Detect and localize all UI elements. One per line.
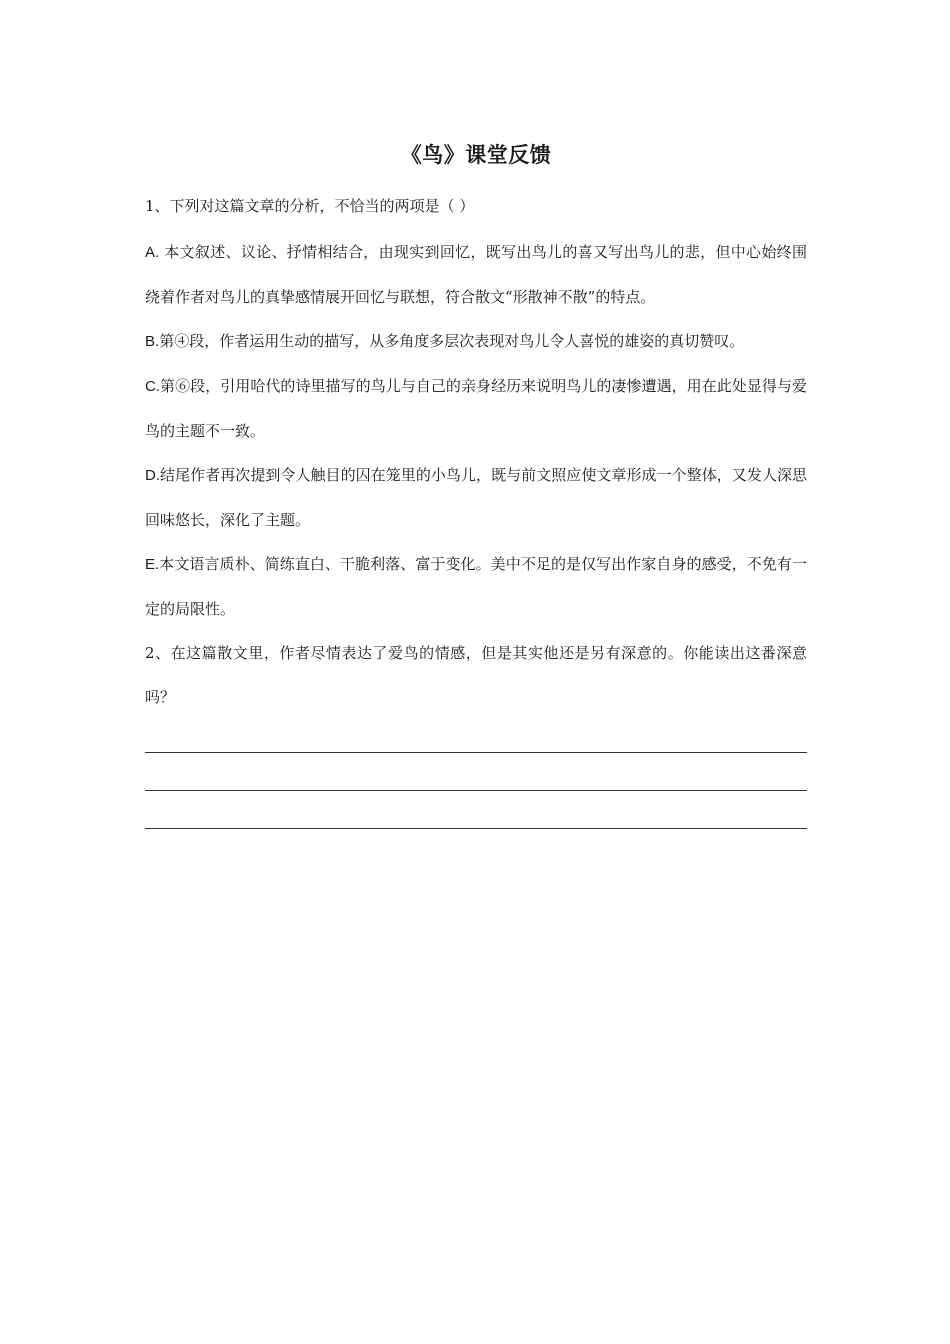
- option-e-lead: E.: [145, 556, 160, 573]
- option-c-lead: C.: [145, 378, 160, 395]
- document-content: [145, 140, 807, 829]
- answer-line[interactable]: [145, 719, 807, 753]
- option-a-text: 本文叙述、议论、抒情相结合，由现实到回忆，既写出鸟儿的喜又写出鸟儿的悲，但中心始终围绕着作者对鸟儿的真挚感情展开回忆与联想，符合散文“形散神不散”的特点。: [145, 243, 807, 306]
- option-b-lead: B.: [145, 333, 160, 350]
- option-d-text: 结尾作者再次提到令人触目的囚在笼里的小鸟儿，既与前文照应使文章形成一个整体，又发人深思回味悠长，深化了主题。: [145, 466, 807, 529]
- option-b-text: 第④段，作者运用生动的描写，从多角度多层次表现对鸟儿令人喜悦的雄姿的真切赞叹。: [159, 332, 745, 350]
- option-d: [145, 453, 807, 542]
- answer-line[interactable]: [145, 791, 807, 829]
- option-e-text: 本文语言质朴、简练直白、干脆利落、富于变化。美中不足的是仅写出作家自身的感受，不免有一定的局限性。: [145, 555, 807, 618]
- option-b: [145, 319, 807, 364]
- option-c: [145, 364, 807, 453]
- question-2-prompt: 2、在这篇散文里，作者尽情表达了爱鸟的情感，但是其实他还是另有深意的。你能读出这番深意吗？: [145, 644, 807, 706]
- option-c-text: 第⑥段，引用哈代的诗里描写的鸟儿与自己的亲身经历来说明鸟儿的凄惨遭遇，用在此处显得与爱鸟的主题不一致。: [145, 377, 807, 440]
- answer-line[interactable]: [145, 753, 807, 791]
- option-e: [145, 542, 807, 631]
- option-d-lead: D.: [145, 467, 160, 484]
- answer-lines: [145, 719, 807, 829]
- option-a: [145, 230, 807, 319]
- document-title: 《鸟》课堂反馈: [400, 143, 552, 167]
- option-a-lead: A.: [145, 244, 160, 261]
- question-1-prompt: 1、下列对这篇文章的分析，不恰当的两项是（ ）: [145, 197, 475, 215]
